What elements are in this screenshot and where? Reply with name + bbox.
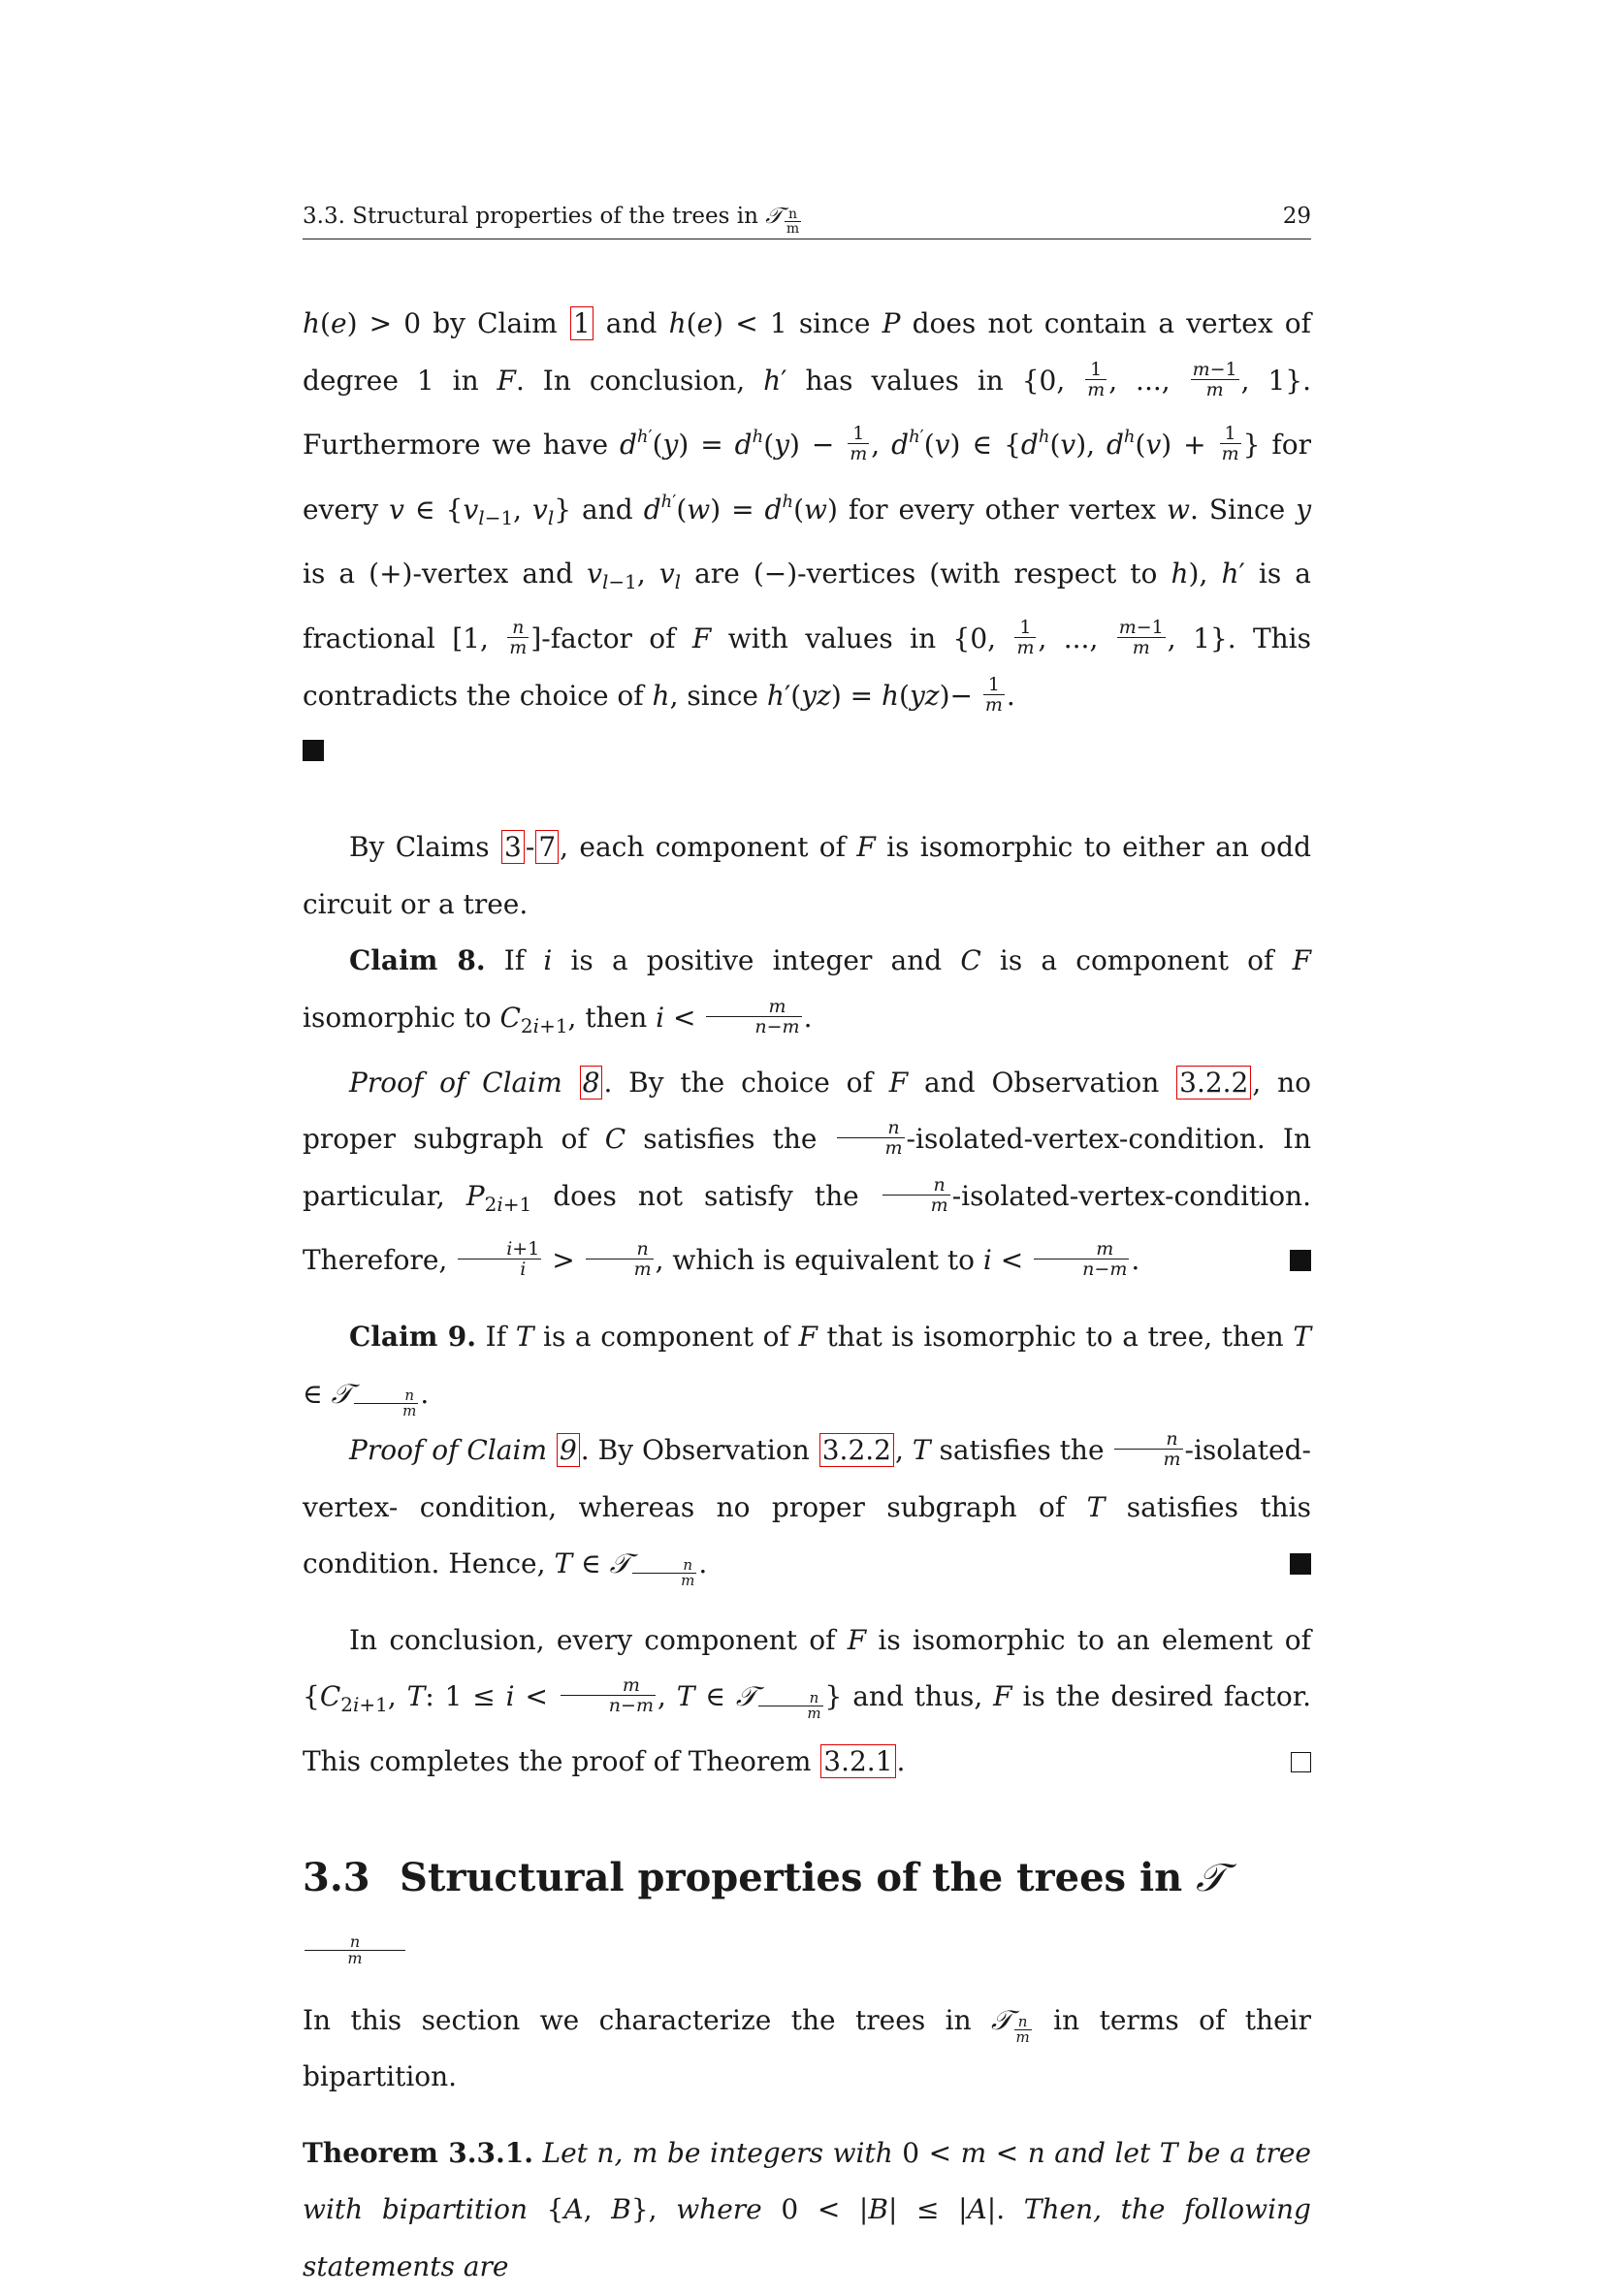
end-of-claim-box xyxy=(303,740,324,761)
range-dash: - xyxy=(525,831,535,864)
paragraph-1: h(e) > 0 by Claim 1 and h(e) < 1 since P does not contain a vertex of degree 1 in F. In conclusion, h′ has values in {0, $\frac{1}{m}$ , ..., $\frac{m-1}{m}$ , 1}. Furthermore we have $d^{h'}(y) = d^h(y)$ − $\frac{1}{m}$ , $d^{h'}(v)$ ∈ {$d^h(v)$, $d^h(v)$ + $\frac{1}{m}$ } for every v ∈ {$v_{l-1}$, $v_l$} and $d^{h'}(w) = d^h(w)$ for every other vertex w. Since y is a (+)-vertex and $v_{l-1}$, $v_l$ are (−)-vertices (with respect to h), h′ is a fractional [1, $\frac{n}{m}$ ]-factor of F with values in {0, $\frac{1}{m}$ , ..., $\frac{m-1}{m}$ , 1}. This contradicts the choice of h, since h′(yz) = h(yz)− $\frac{1}{m}$ . xyxy=(303,307,1312,716)
theorem-3-2-1-link[interactable]: 3.2.1 xyxy=(820,1744,895,1778)
theorem-end-box xyxy=(1291,1752,1311,1772)
page-number: 29 xyxy=(1282,204,1311,229)
proof-end-box-2 xyxy=(1290,1553,1311,1575)
claim-9: Claim 9. If T is a component of F that is isomorphic to a tree, then T ∈ 𝒯 $\frac{n}{m}$ . xyxy=(303,1320,1311,1419)
proof-of-claim-9: Proof of Claim 9 . By Observation 3.2.2 , T satisfies the $\frac{n}{m}$ -isolated-vertex- condition, whereas no proper subgraph of T satisfies this condition. Hence, T ∈ 𝒯 $\frac{n}{m}$ . xyxy=(303,1428,1312,1590)
proof-of-claim-8: Proof of Claim 8 . By the choice of F and Observation 3.2.2 , no proper subgraph of C satisfies the $\frac{n}{m}$ -isolated-vertex-condition. In particular, $P_{2i+1}$ does not satisfy the $\frac{n}{m}$ -isolated-vertex-condition. Therefore, $\frac{i+1}{i}$ > $\frac{n}{m}$ , which is equivalent to i < $\frac{m}{n-m}$ . xyxy=(303,1066,1311,1281)
claim-9-label: Claim 9. xyxy=(349,1320,477,1353)
theorem-3-3-1: Theorem 3.3.1. Let n, m be integers with 0 < m < n and let T be a tree with bipartition {A, B}, where 0 < |B| ≤ |A|. Then, the following statements are xyxy=(303,2136,1311,2283)
running-head-title: 3.3. Structural properties of the trees in 𝒯 $\frac{n}{m}$ xyxy=(303,204,800,237)
claim-8-link[interactable]: 8 xyxy=(580,1066,603,1100)
claim-8: Claim 8. If i is a positive integer and C is a component of F isomorphic to $C_{2i+1}$, then i < $\frac{m}{n-m}$ . xyxy=(303,944,1312,1037)
proof-9-label: Proof of Claim xyxy=(349,1434,547,1467)
page-body xyxy=(303,296,1311,2296)
page xyxy=(303,0,1312,2283)
proof-end-box xyxy=(1290,1250,1311,1271)
section-number: 3.3 xyxy=(303,1854,370,1900)
conclusion-paragraph: In conclusion, every component of F is isomorphic to an element of {$C_{2i+1}$, T: 1 ≤ i < $\frac{m}{n-m}$ , T ∈ 𝒯 $\frac{n}{m}$ } and thus, F is the desired factor. This completes the proof of Theorem 3.2.1 . xyxy=(303,1623,1311,1778)
claim-7-link[interactable]: 7 xyxy=(535,830,559,864)
proof-8-label: Proof of Claim xyxy=(349,1066,562,1099)
running-head xyxy=(303,200,1311,239)
section-heading: 3.3 Structural properties of the trees in $𝒯\frac{n}{m}$ xyxy=(303,1849,1311,1965)
claim-8-label: Claim 8. xyxy=(349,944,486,977)
observation-3-2-2-link[interactable]: 3.2.2 xyxy=(1176,1066,1251,1100)
claim-3-link[interactable]: 3 xyxy=(501,830,525,864)
claims-summary: By Claims 3 - 7 , each component of F is isomorphic to either an odd circuit or a tree. xyxy=(303,831,1311,920)
theorem-label: Theorem 3.3.1. xyxy=(303,2136,533,2169)
claims-summary-text: By Claims xyxy=(349,831,490,864)
claim-9-link[interactable]: 9 xyxy=(557,1433,580,1467)
observation-3-2-2-link-2[interactable]: 3.2.2 xyxy=(819,1433,894,1467)
section-intro: In this section we characterize the trees in 𝒯 $\frac{n}{m}$ in terms of their bipartition. xyxy=(303,2003,1311,2093)
claim-1-link[interactable]: 1 xyxy=(570,306,593,340)
